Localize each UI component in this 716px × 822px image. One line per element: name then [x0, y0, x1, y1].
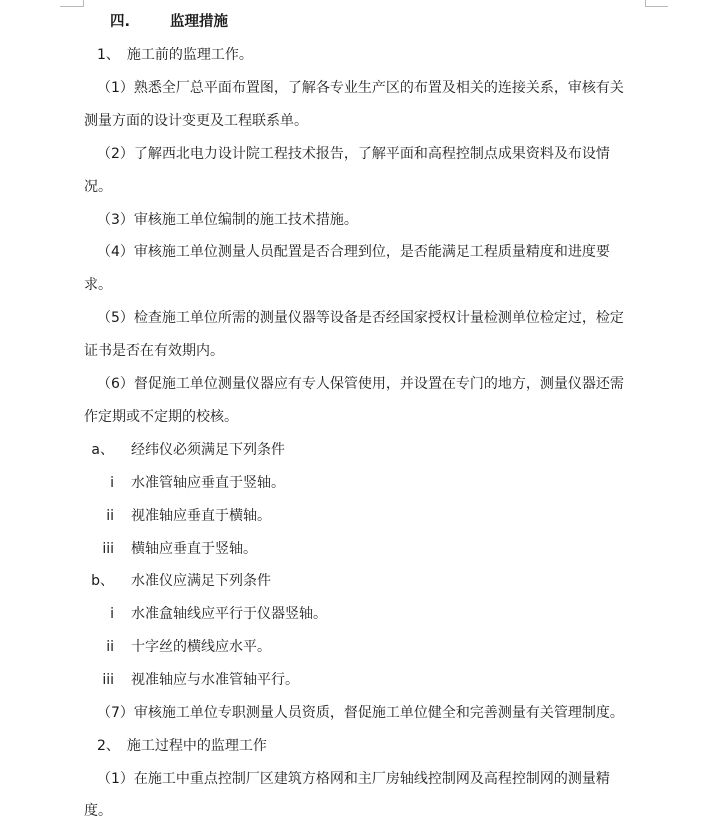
crop-mark — [645, 0, 646, 7]
sub-item — [84, 604, 644, 624]
sub-item-text: 横轴应垂直于竖轴。 — [131, 541, 257, 557]
sub-item-text: 视准轴应垂直于横轴。 — [131, 508, 271, 524]
section-heading — [110, 12, 228, 32]
paragraph-line: （6）督促施工单位测量仪器应有专人保管使用，并设置在专门的地方，测量仪器还需 — [97, 376, 624, 392]
sub-item-label: i — [110, 475, 114, 491]
paragraph-line: （7）审核施工单位专职测量人员资质，督促施工单位健全和完善测量有关管理制度。 — [97, 705, 624, 721]
paragraph-line: 证书是否在有效期内。 — [84, 343, 224, 359]
sub-item-text: 水准盒轴线应平行于仪器竖轴。 — [131, 606, 327, 622]
sub-item — [84, 637, 644, 657]
paragraph-line: 度。 — [84, 803, 112, 819]
sub-item-text: 经纬仪必须满足下列条件 — [131, 442, 285, 458]
sub-item — [84, 473, 644, 493]
sub-item-text: 水准管轴应垂直于竖轴。 — [131, 475, 285, 491]
crop-mark — [645, 6, 668, 7]
paragraph-line: （3）审核施工单位编制的施工技术措施。 — [97, 212, 358, 228]
sub-item-label: i — [110, 606, 114, 622]
paragraph-line: （1）在施工中重点控制厂区建筑方格网和主厂房轴线控制网及高程控制网的测量精 — [97, 771, 610, 787]
sub-item — [84, 670, 644, 690]
paragraph-line: 况。 — [84, 179, 112, 195]
paragraph-line: 测量方面的设计变更及工程联系单。 — [84, 113, 308, 129]
paragraph-line: （4）审核施工单位测量人员配置是否合理到位，是否能满足工程质量精度和进度要 — [97, 244, 610, 260]
sub-item-label: ii — [106, 508, 114, 524]
sub-item-text: 水准仪应满足下列条件 — [131, 573, 271, 589]
sub-item-label: ii — [106, 639, 114, 655]
crop-mark — [83, 0, 84, 7]
sub-item-label: iii — [102, 672, 114, 688]
sub-item — [84, 440, 644, 460]
section-title: 监理措施 — [170, 14, 228, 30]
paragraph-line: （1）熟悉全厂总平面布置图，了解各专业生产区的布置及相关的连接关系，审核有关 — [97, 80, 624, 96]
list-item-heading: 2、 施工过程中的监理工作 — [97, 738, 267, 754]
sub-item — [84, 539, 644, 559]
sub-item-text: 十字丝的横线应水平。 — [131, 639, 271, 655]
sub-item-label: iii — [102, 541, 114, 557]
sub-item-label: a、 — [91, 442, 114, 458]
paragraph-line: 求。 — [84, 277, 112, 293]
paragraph-line: 作定期或不定期的校核。 — [84, 409, 238, 425]
paragraph-line: （5）检查施工单位所需的测量仪器等设备是否经国家授权计量检测单位检定过，检定 — [97, 310, 624, 326]
sub-item — [84, 571, 644, 591]
section-number: 四. — [110, 14, 131, 30]
sub-item-text: 视准轴应与水准管轴平行。 — [131, 672, 299, 688]
paragraph-line: （2）了解西北电力设计院工程技术报告，了解平面和高程控制点成果资料及布设情 — [97, 146, 610, 162]
crop-mark — [60, 6, 83, 7]
sub-item — [84, 506, 644, 526]
sub-item-label: b、 — [91, 573, 114, 589]
list-item-heading: 1、 施工前的监理工作。 — [97, 47, 253, 63]
